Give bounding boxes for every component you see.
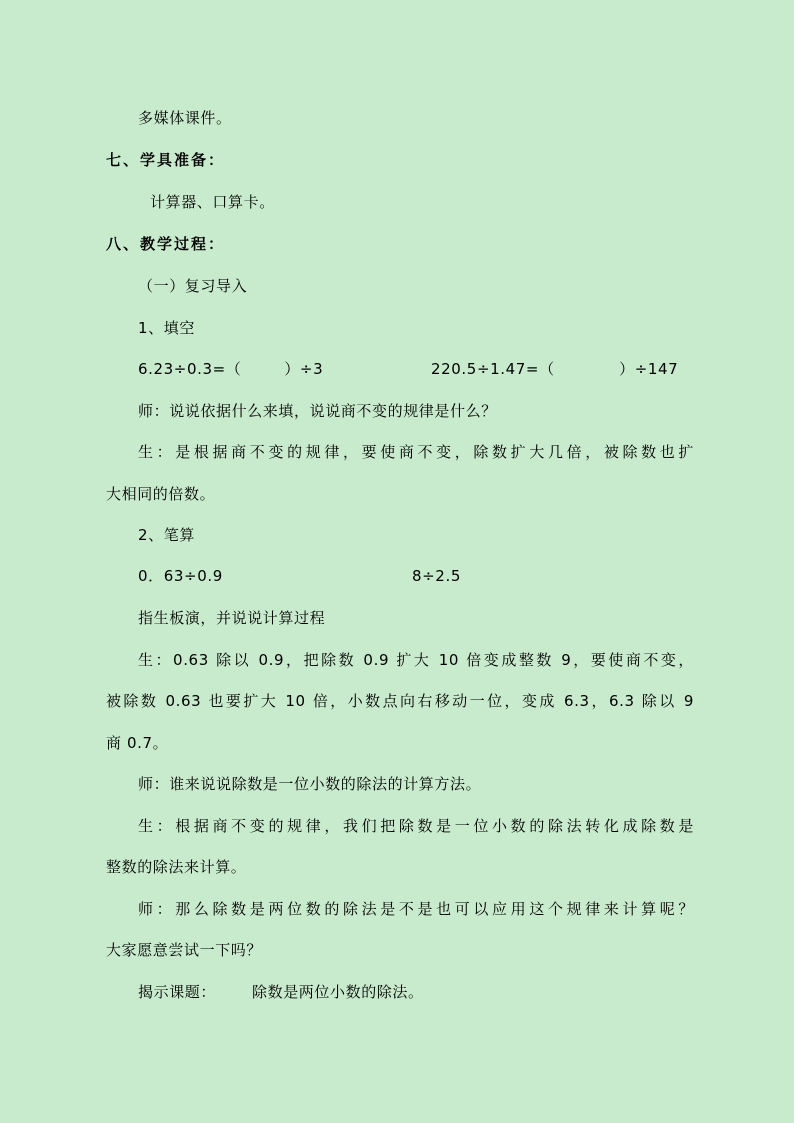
topic-label: 揭示课题： [138,983,217,1001]
teacher-question-1: 师：说说依据什么来填，说说商不变的规律是什么？ [138,402,497,420]
section-heading-process: 八、教学过程： [106,235,226,253]
student-answer-2-end: 商 0.7。 [106,734,169,752]
teacher-question-3: 师：那么除数是两位数的除法是不是也可以应用这个规律来计算呢？ [138,900,694,918]
student-answer-3: 生：根据商不变的规律，我们把除数是一位小数的除法转化成除数是 [138,817,694,835]
topic-title: 除数是两位小数的除法。 [252,983,424,1001]
item-written-calc: 2、笔算 [138,526,195,544]
fill-blank-expression-2: 220.5÷1.47=（ ）÷147 [431,360,679,378]
student-answer-2: 生：0.63 除以 0.9，把除数 0.9 扩大 10 倍变成整数 9，要使商不变， [138,651,694,669]
student-answer-3-cont: 整数的除法来计算。 [106,858,247,876]
student-answer-2-cont: 被除数 0.63 也要扩大 10 倍，小数点向右移动一位，变成 6.3，6.3 除以 9 [106,692,694,710]
tools-line: 计算器、口算卡。 [150,193,275,211]
written-calc-expression-1: 0．63÷0.9 [138,567,223,585]
section-heading-tools: 七、学具准备： [106,151,226,169]
subsection-review: （一）复习导入 [138,277,248,295]
teacher-question-2: 师：谁来说说除数是一位小数的除法的计算方法。 [138,775,482,793]
item-fill-blank: 1、填空 [138,319,195,337]
written-calc-expression-2: 8÷2.5 [412,567,461,585]
board-demo-line: 指生板演，并说说计算过程 [138,609,326,627]
teacher-question-3-cont: 大家愿意尝试一下吗？ [106,941,263,959]
fill-blank-expression-1: 6.23÷0.3=（ ）÷3 [138,360,324,378]
materials-line: 多媒体课件。 [138,109,232,127]
student-answer-1-cont: 大相同的倍数。 [106,485,216,503]
student-answer-1: 生：是根据商不变的规律，要使商不变，除数扩大几倍，被除数也扩 [138,443,694,461]
